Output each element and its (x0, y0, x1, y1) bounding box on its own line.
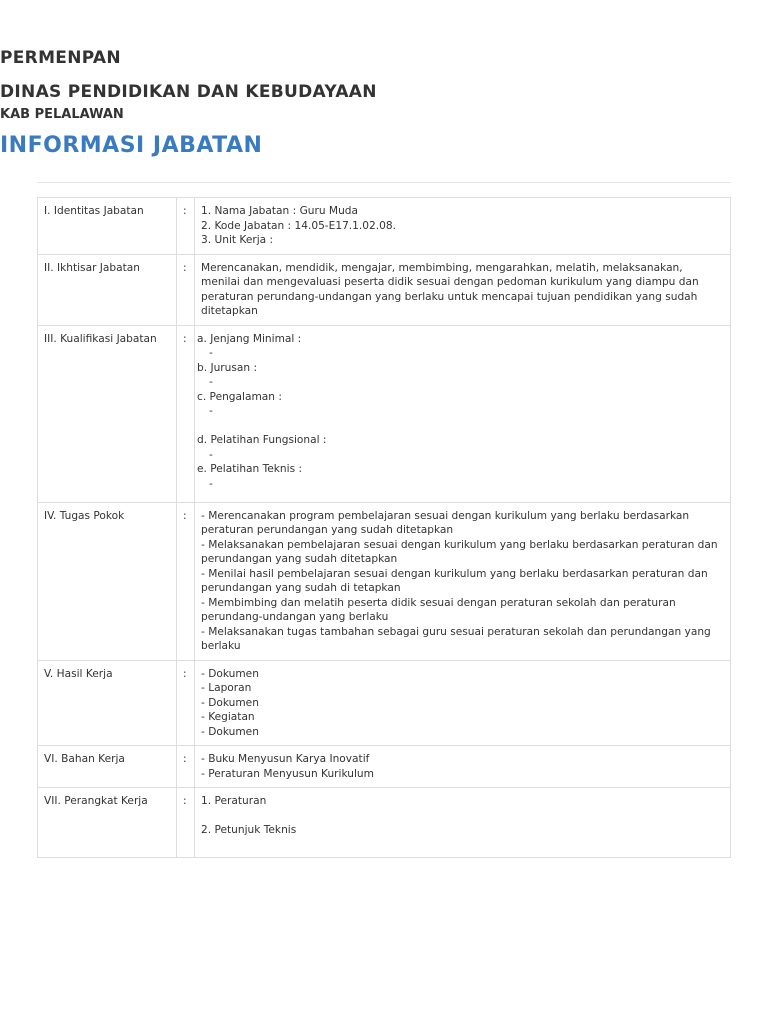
perangkat-item: 1. Peraturan (201, 795, 267, 807)
row-label-ikhtisar: II. Ikhtisar Jabatan (38, 254, 177, 325)
row-colon: : (177, 254, 195, 325)
tugas-item: - Melaksanakan tugas tambahan sebagai guru sesuai peraturan sekolah dan perundangan yang berlaku (201, 625, 711, 652)
row-label-hasil: V. Hasil Kerja (38, 660, 177, 746)
table-row (38, 325, 731, 502)
header-dinas: DINAS PENDIDIKAN DAN KEBUDAYAAN (0, 82, 377, 102)
header-kab: KAB PELALAWAN (0, 107, 124, 122)
kualifikasi-item-label: d. Pelatihan Fungsional : (197, 434, 327, 446)
row-colon: : (177, 502, 195, 660)
kualifikasi-item-label: c. Pengalaman : (197, 390, 282, 403)
kualifikasi-item-value: - (209, 448, 213, 461)
kualifikasi-item-label: b. Jurusan : (197, 361, 258, 374)
kualifikasi-item-value: - (209, 477, 213, 490)
row-content-tugas (195, 502, 731, 660)
kualifikasi-item-label: a. Jenjang Minimal : (197, 332, 302, 345)
hasil-item: - Dokumen (201, 725, 259, 738)
row-colon: : (177, 325, 195, 502)
row-colon: : (177, 198, 195, 255)
kualifikasi-item-value: - (209, 347, 213, 359)
row-content-ikhtisar (195, 254, 731, 325)
row-colon: : (177, 660, 195, 746)
tugas-item: - Menilai hasil pembelajaran sesuai dengan kurikulum yang berlaku berdasarkan peraturan dan perundangan yang sudah di tetapkan (201, 567, 708, 594)
identitas-item: 1. Nama Jabatan : Guru Muda (201, 205, 358, 217)
table-row (38, 788, 731, 858)
row-content-bahan (195, 746, 731, 788)
header-permenpan: PERMENPAN (0, 48, 121, 68)
row-content-identitas (195, 198, 731, 255)
table-row (38, 198, 731, 255)
row-label-tugas: IV. Tugas Pokok (38, 502, 177, 660)
kualifikasi-item-value: - (209, 376, 213, 388)
divider (37, 182, 731, 183)
bahan-item: - Peraturan Menyusun Kurikulum (201, 767, 374, 780)
kualifikasi-item-value: - (209, 405, 213, 417)
tugas-item: - Merencanakan program pembelajaran sesuai dengan kurikulum yang berlaku berdasarkan peraturan perundangan yang sudah ditetapkan (201, 509, 690, 536)
identitas-item: 3. Unit Kerja : (201, 234, 274, 246)
hasil-item: - Kegiatan (201, 711, 255, 723)
info-table (37, 197, 731, 858)
tugas-item: - Membimbing dan melatih peserta didik sesuai dengan peraturan sekolah dan peraturan perundang-undangan yang berlaku (201, 596, 676, 623)
row-colon: : (177, 788, 195, 858)
perangkat-item: 2. Petunjuk Teknis (201, 824, 297, 836)
hasil-item: - Laporan (201, 682, 252, 694)
table-row (38, 746, 731, 788)
bahan-item: - Buku Menyusun Karya Inovatif (201, 753, 370, 765)
page-title: INFORMASI JABATAN (0, 133, 263, 158)
kualifikasi-item-label: e. Pelatihan Teknis : (197, 463, 303, 475)
row-content-kualifikasi (195, 325, 731, 502)
hasil-item: - Dokumen (201, 696, 259, 709)
hasil-item: - Dokumen (201, 667, 259, 680)
table-row (38, 254, 731, 325)
row-content-perangkat (195, 788, 731, 858)
row-label-bahan: VI. Bahan Kerja (38, 746, 177, 788)
ikhtisar-text: Merencanakan, mendidik, mengajar, membimbing, mengarahkan, melatih, melaksanakan, menilai dan mengevaluasi peserta didik sesuai dengan pedoman kurikulum yang diampu dan peraturan perundang-undangan yang berlaku untuk mencapai tujuan pendidikan yang sudah ditetapkan (201, 261, 699, 317)
identitas-item: 2. Kode Jabatan : 14.05-E17.1.02.08. (201, 219, 396, 232)
table-row (38, 502, 731, 660)
row-content-hasil (195, 660, 731, 746)
row-label-kualifikasi: III. Kualifikasi Jabatan (38, 325, 177, 502)
tugas-item: - Melaksanakan pembelajaran sesuai dengan kurikulum yang berlaku berdasarkan peraturan dan perundangan yang sudah ditetapkan (201, 538, 718, 565)
row-label-perangkat: VII. Perangkat Kerja (38, 788, 177, 858)
row-colon: : (177, 746, 195, 788)
table-row (38, 660, 731, 746)
row-label-identitas: I. Identitas Jabatan (38, 198, 177, 255)
